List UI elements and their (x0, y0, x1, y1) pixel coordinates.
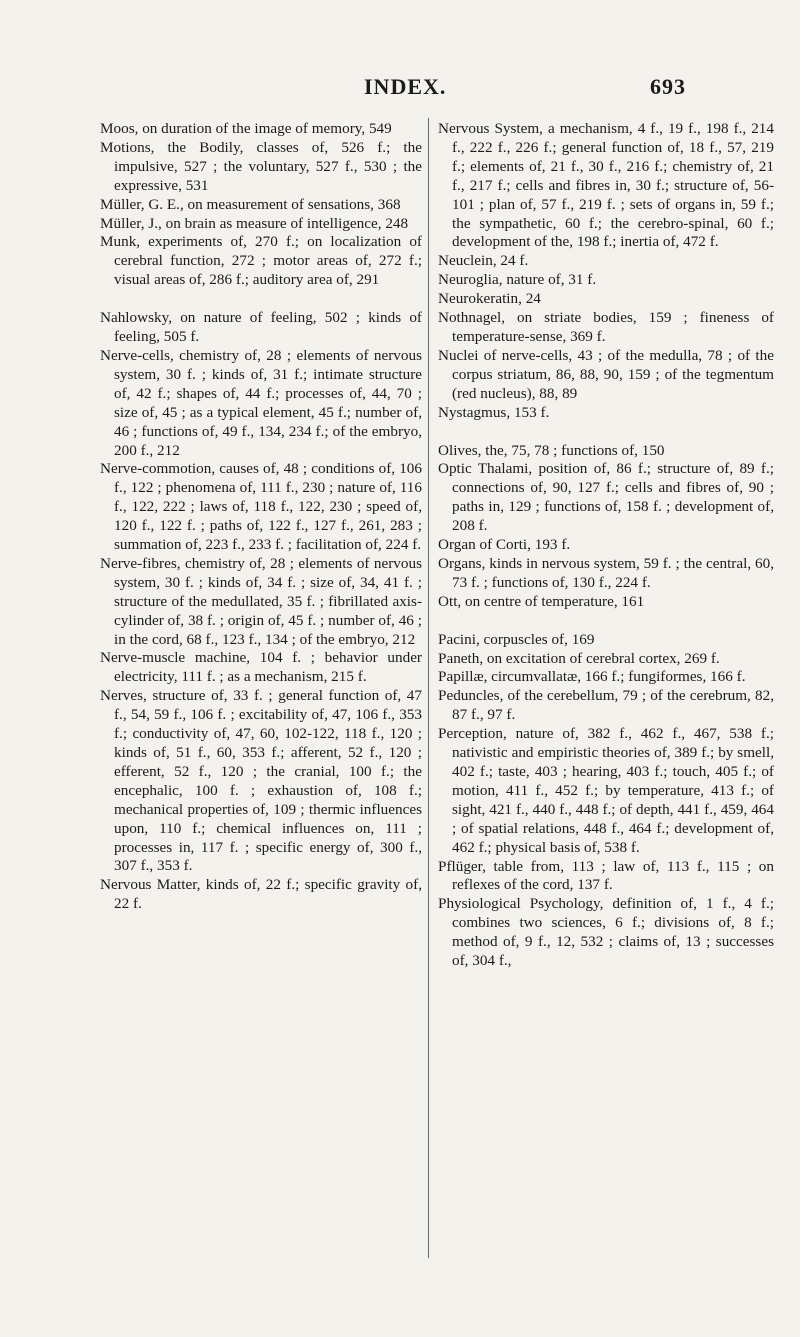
index-entry: Nerves, structure of, 33 f. ; general function of, 47 f., 54, 59 f., 106 f. ; excitability of, 47, 106 f., 353 f.; conductivity of, 47, 60, 102-122, 118 f., 120 ; kinds of, 51 f., 60, 353 f.; afferent, 52 f., 120 ; efferent, 52 f., 120 ; the cranial, 100 f.; the encephalic, 100 f. ; exhaustion of, 108 f.; mechanical properties of, 109 ; thermic influences upon, 110 f.; chemical influences on, 111 ; processes in, 117 f. ; specific energy of, 300 f., 307 f., 353 f. (100, 687, 422, 875)
index-entry: Nerve-muscle machine, 104 f. ; behavior under electricity, 111 f. ; as a mechanism, 215 f. (100, 649, 422, 686)
index-entry: Müller, J., on brain as measure of intelligence, 248 (100, 214, 409, 232)
index-entry: Organs, kinds in nervous system, 59 f. ; the central, 60, 73 f. ; functions of, 130 f., 224 f. (438, 554, 774, 591)
index-entry: Nerve-fibres, chemistry of, 28 ; elements of nervous system, 30 f. ; kinds of, 34 f. ; size of, 34, 41 f. ; structure of the medullated, 35 f. ; fibrillated axis-cylinder of, 38 f. ; origin of, 45 f. ; number of, 46 ; in the cord, 68 f., 123 f., 134 ; of the embryo, 212 (100, 554, 422, 648)
index-entry: Physiological Psychology, definition of, 1 f., 4 f.; combines two sciences, 6 f.; divisions of, 8 f.; method of, 9 f., 12, 532 ; claims of, 13 ; successes of, 304 f., (438, 895, 774, 970)
index-column-right (438, 120, 774, 971)
index-column-left (100, 120, 422, 914)
index-entry: Ott, on centre of temperature, 161 (438, 592, 645, 610)
index-entry: Nystagmus, 153 f. (438, 403, 550, 421)
index-entry: Olives, the, 75, 78 ; functions of, 150 (438, 441, 665, 459)
index-entry: Peduncles, of the cerebellum, 79 ; of the cerebrum, 82, 87 f., 97 f. (438, 687, 774, 724)
index-entry: Paneth, on excitation of cerebral cortex, 269 f. (438, 649, 720, 667)
index-entry: Optic Thalami, position of, 86 f.; structure of, 89 f.; connections of, 90, 127 f.; cells and fibres of, 90 ; paths in, 129 ; functions of, 158 f. ; development of, 208 f. (438, 460, 774, 535)
index-entry: Pflüger, table from, 113 ; law of, 113 f., 115 ; on reflexes of the cord, 137 f. (438, 857, 774, 894)
index-entry: Nervous Matter, kinds of, 22 f.; specific gravity of, 22 f. (100, 876, 422, 913)
running-title: INDEX. (364, 74, 447, 99)
index-entry: Nothnagel, on striate bodies, 159 ; fineness of temperature-sense, 369 f. (438, 309, 774, 345)
index-entry: Neuclein, 24 f. (438, 252, 529, 270)
index-entry: Papillæ, circumvallatæ, 166 f.; fungiformes, 166 f. (438, 668, 746, 686)
index-entry: Organ of Corti, 193 f. (438, 536, 571, 554)
column-divider (428, 118, 429, 1258)
index-entry: Nerve-cells, chemistry of, 28 ; elements of nervous system, 30 f. ; kinds of, 31 f.; intimate structure of, 42 f.; shapes of, 44 f.; processes of, 44, 70 ; size of, 45 ; as a typical element, 45 f.; number of, 46 ; functions of, 49 f., 134, 234 f.; of the embryo, 200 f., 212 (100, 346, 422, 459)
page-header (0, 74, 800, 104)
index-entry: Nerve-commotion, causes of, 48 ; conditions of, 106 f., 122 ; phenomena of, 111 f., 230 ; nature of, 116 f., 122, 222 ; laws of, 118 f., 122, 230 ; speed of, 120 f., 122 f. ; paths of, 122 f., 127 f., 261, 283 ; summation of, 223 f., 233 f. ; facilitation of, 224 f. (100, 460, 422, 554)
index-entry: Perception, nature of, 382 f., 462 f., 467, 538 f.; nativistic and empiristic theories of, 389 f.; by smell, 402 f.; taste, 403 ; hearing, 403 f.; touch, 405 f.; of motion, 411 f., 452 f.; by temperature, 413 f.; of sight, 421 f., 440 f., 448 f.; of depth, 441 f., 459, 464 ; of spatial relations, 448 f., 464 f.; development of, 462 f.; physical basis of, 538 f. (438, 725, 774, 856)
index-entry: Neuroglia, nature of, 31 f. (438, 271, 597, 289)
index-entry: Munk, experiments of, 270 f.; on localization of cerebral function, 272 ; motor areas of, 272 f.; visual areas of, 286 f.; auditory area of, 291 (100, 233, 422, 289)
page-number: 693 (650, 74, 686, 99)
index-entry: Moos, on duration of the image of memory, 549 (100, 120, 392, 137)
index-entry: Nuclei of nerve-cells, 43 ; of the medulla, 78 ; of the corpus striatum, 86, 88, 90, 159 ; of the tegmentum (red nucleus), 88, 89 (438, 346, 774, 402)
index-entry: Neurokeratin, 24 (438, 290, 541, 308)
index-entry: Müller, G. E., on measurement of sensations, 368 (100, 195, 401, 213)
index-entry: Pacini, corpuscles of, 169 (438, 630, 595, 648)
index-entry: Nervous System, a mechanism, 4 f., 19 f., 198 f., 214 f., 222 f., 226 f.; general function of, 18 f., 57, 219 f.; elements of, 21 f., 30 f., 216 f.; chemistry of, 21 f., 217 f.; cells and fibres in, 30 f.; structure of, 56-101 ; plan of, 57 f., 219 f. ; sets of organs in, 59 f.; the sympathetic, 60 f.; the cerebro-spinal, 60 f.; development of the, 198 f.; inertia of, 472 f. (438, 120, 774, 251)
index-entry: Motions, the Bodily, classes of, 526 f.; the impulsive, 527 ; the voluntary, 527 f., 530 ; the expressive, 531 (100, 138, 422, 194)
index-entry: Nahlowsky, on nature of feeling, 502 ; kinds of feeling, 505 f. (100, 309, 422, 346)
